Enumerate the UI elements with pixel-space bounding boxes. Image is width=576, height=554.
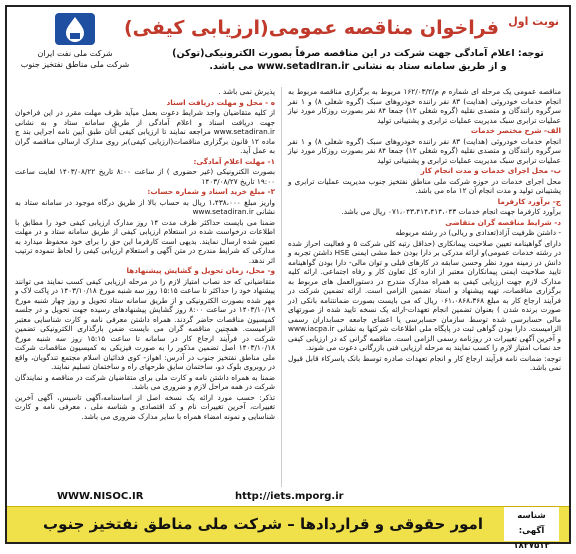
ad-code-label: شناسه آگهی: [517, 511, 546, 536]
paragraph: توجه: ضمانت نامه فرآیند ارجاع کار و انجام تعهدات صادره توسط بانک یاسرکاء قابل قبول نمی باشد. [288, 353, 561, 372]
section-heading: ۲- مبلغ خرید اسناد و شماره حساب: [147, 187, 276, 196]
nisoc-website-link[interactable]: WWW.NISOC.IR [57, 491, 144, 502]
right-column [281, 87, 561, 487]
logo-company-name: شرکت ملی نفت ایران [37, 49, 113, 58]
iets-website-link[interactable]: http://iets.mporg.ir [235, 491, 344, 502]
paragraph: انجام خدمات خودروئی (هدایت) ۸۳ نفر راننده خودروهای سبک (گروه شغلی ۸) و ۱ نفر سرگروه رانندگان و متصدی نقلیه (گروه شغلی ۱۲) جمعا ۸۴ نفر بصورت روزکار مورد نیاز عملیات ترابری سبک مدیریت عملیات ترابری و پشتیبانی تولید [288, 136, 561, 165]
body-columns [15, 87, 561, 487]
section-heading: ب- محل اجرای خدمات و مدت انجام کار [420, 166, 561, 175]
page-title: فراخوان مناقصه عمومی(ارزیابی کیفی) [124, 17, 499, 39]
paragraph: تذکر: حسب مورد ارائه یک نسخه اصل از اساسنامه،آگهی تاسیس، آگهی آخرین تغییرات، آخرین تغییرات نام و کد اقتصادی و شناسه ملی ، معرفی نامه و کارت شناسایی و نمونه امضاء همراه با سایر مدارک ضروری می باشد. [15, 392, 276, 421]
round-label: نوبت اول [508, 15, 559, 28]
company-logo [15, 11, 135, 69]
nioc-logo-icon [53, 11, 97, 47]
section-heading: ج- برآورد کارفرما [497, 196, 561, 206]
paragraph: بصورت الکترونیکی (غیر حضوری ) از ساعت ۸:۰۰ تاریخ ۱۴۰۳/۰۸/۲۲ لغایت ساعت ۱۹:۰۰ تاریخ ۱۴۰۳/۰۸/۲۷ [15, 167, 276, 186]
section-heading: الف- شرح مختصر خدمات [470, 126, 561, 135]
footer-department: امور حقوقی و قراردادها – شرکت ملی مناطق نفتخیز جنوب [43, 515, 483, 533]
paragraph: متقاضیانی که حد نصاب امتیاز لازم را در مرحله ارزیابی کیفی کسب نمایند می توانند پیشنهاد خود را حداکثر تا ساعت ۱۵:۱۵ روز سه شنبه مورخ ۱۴۰۳/۱۰/۱۸ در پاکت لاک و مهر شده بصورت الکترونیکی و از طریق سامانه ستاد تحویل و روز چهار شنبه مورخ ۱۴۰۳/۱۰/۱۹ در ساعت ۸:۰۰ روز گشایش پیشنهادهای رسیده جهت تحویل و در جلسه کمیسیون مناقصات حاضر گردند. همراه داشتن معرفی نامه و کارت شناسایی معتبر الزامیست. همچنین مناقصه گران می بایست ضمن بارگذاری الکترونیکی تضمین شرکت در فرآیند ارجاع کار در سامانه تا ساعت ۱۵:۱۵ روز سه شنبه مورخ ۱۴۰۳/۱۰/۱۸ اصل تضمین مذکور را به صورت فیزیکی به کمیسیون مناقصات شرکت ملی مناطق نفتخیز جنوب در آدرس: اهواز- کوی فدائیان اسلام مجتمع تندگویان، واقع در روبروی بلوک دو، ساختمان سایق طرحهای راه و ساختمان تسلیم نمایند. [15, 276, 276, 371]
logo-company-sub: شرکت ملی مناطق نفتخیز جنوب [20, 60, 130, 69]
paragraph: دارای گواهینامه تعیین صلاحیت پیمانکاری (حداقل رتبه کلی شرکت ۵ و فعالیت احراز شده در رشته خدمات عمومی)و ارائه مدرکی بر دارا بودن خط مشی ایمنی HSE داشتن تجربه و دانش در زمینه مورد نظر وحسن سابقه در کارهای قبلی و توان مالی- دارا بودن گواهینامه تایید صلاحیت ایمنی پیمانکاران معتبر از اداره کل تعاون کار و رفاه اجتماعی. ارائه کلیه مدارک لازم جهت ارزیابی کیفی به همراه مدارک مندرج در دستورالعمل های مربوط به برگزاری مناقصات، تهیه پیشنهاد و اسناد تضمین الزامی است. ارائه تضمین شرکت در فرآیند ارجاع کار به مبلغ ۰۶۱،۰۸۶۸،۳۶۸ ریال که می بایست بصورت ضمانتنامه بانکی (در صورت برنده شدن ) بعنوان تضمین انجام تعهدات-ارائه یک نسخه تایید شده از صورتهای مالی حسابرسی شده توسط سازمان حسابرسی یا اعضای جامعه حسابداران رسمی الزامیست. دارا بودن گواهی ثبت در پایگاه ملی اطلاعات شرکتها به نشانی www.iacpa.ir و آخرین آگهی تغییرات در روزنامه رسمی الزامی است. مناقصه گرانی که در ارزیابی کیفی حد نصاب امتیاز لازم را کسب نمایند به مرحله ارزیابی فنی بازرگانی دعوت می شوند. [288, 238, 561, 352]
footer-bar [7, 506, 569, 551]
ad-code-number: ۱۸۲۷۵۱۳ [513, 541, 550, 551]
paragraph: ضمنا به همراه داشتن نامه و کارت ملی برای متقاضیان شرکت در مناقصه و نمایندگان شرکت در همه مراحل لازم و ضروری می باشد. [15, 372, 276, 391]
section-heading: و- محل، زمان تحویل و گشایش پیشنهادها [126, 266, 276, 275]
paragraph: - داشتن ظرفیت آزاد(تعدادی و ریالی) در رشته مربوطه [395, 228, 561, 237]
section-heading: د- شرایط مناقصه گران متقاضی [445, 217, 561, 227]
paragraph: از کلیه متقاضیان واجد شرایط دعوت بعمل میآید ظرف مهلت مقرر در این فراخوان جهت دریافت اسناد و اعلام آمادگی از طریق سامانه ستاد و به نشانی www.setadiran.ir مراجعه نمایند تا ارزیابی کیفی آنان طبق آیین نامه اجرایی بند ج ماده ۱۲ قانون برگزاری مناقصات(ارزیابی کیفی)بر روی مدارک ارسالی مناقصه گران به عمل آید. [15, 108, 276, 155]
tender-notice-page [5, 5, 571, 551]
paragraph: مناقصه عمومی یک مرحله ای شماره م م/۱۶۲/۰۳/۲ مربوط به برگزاری مناقصه مربوط به انجام خدمات خودروئی (هدایت) ۸۳ نفر راننده خودروهای سبک (گروه شغلی ۸) و ۱ نفر سرگروه رانندگان و متصدی نقلیه (گروه شغلی ۱۲) جمعا ۸۴ نفر بصورت روزکار مورد نیاز عملیات ترابری سبک مدیریت عملیات ترابری و پشتیبانی تولید [288, 87, 561, 125]
section-heading: ۱- مهلت اعلام آمادگی: [193, 156, 276, 166]
notice-box [157, 47, 559, 73]
section-heading: ه - محل و مهلت دریافت اسناد [166, 97, 276, 107]
ad-code-box [504, 507, 559, 551]
paragraph: محل اجرای خدمات در حوزه شرکت ملی مناطق نفتخیز جنوب مدیریت عملیات ترابری و پشتیبانی تولید و مدت انجام آن ۱۲ ماه می باشد. [288, 176, 561, 195]
paragraph: ضمنا می بایست حداکثر ظرف مدت ۱۴ روز مدارک ارزیابی کیفی خود را مطابق با اطلاعات درخواست شده در استعلام ارزیابی کیفی از طریق سامانه ستاد و در مهلت تعیین شده ارسال نمایند. بدیهی است کارفرما این حق را برای خود محفوظ میدارد به مدارکی که شرایط مندرج در متن آگهی و استعلام ارزیابی کیفی را لحاظ ننموده ترتیب اثر ندهد. [15, 217, 276, 265]
notice-line-2: و از طریق سامانه ستاد به نشانی www.setadIran.ir می باشد. [209, 61, 507, 72]
left-column [15, 87, 281, 487]
header [7, 7, 569, 72]
paragraph: واریز مبلغ ۱،۴۳۸،۰۰۰ ریال به حساب بالا از طریق درگاه موجود در سامانه ستاد به نشانی www.setadiran.ir [15, 197, 276, 216]
paragraph: برآورد کارفرما جهت انجام خدمات ۰۷۱،۰۴۳،۴۱۴،۴۱۴،۰۴۳ ریال می باشد. [341, 207, 561, 216]
paragraph: پذیرش نمی باشد . [218, 87, 276, 96]
notice-line-1: توجه: اعلام آمادگی جهت شرکت در این مناقصه صرفاً بصورت الکترونیکی(توکن) [172, 48, 544, 59]
